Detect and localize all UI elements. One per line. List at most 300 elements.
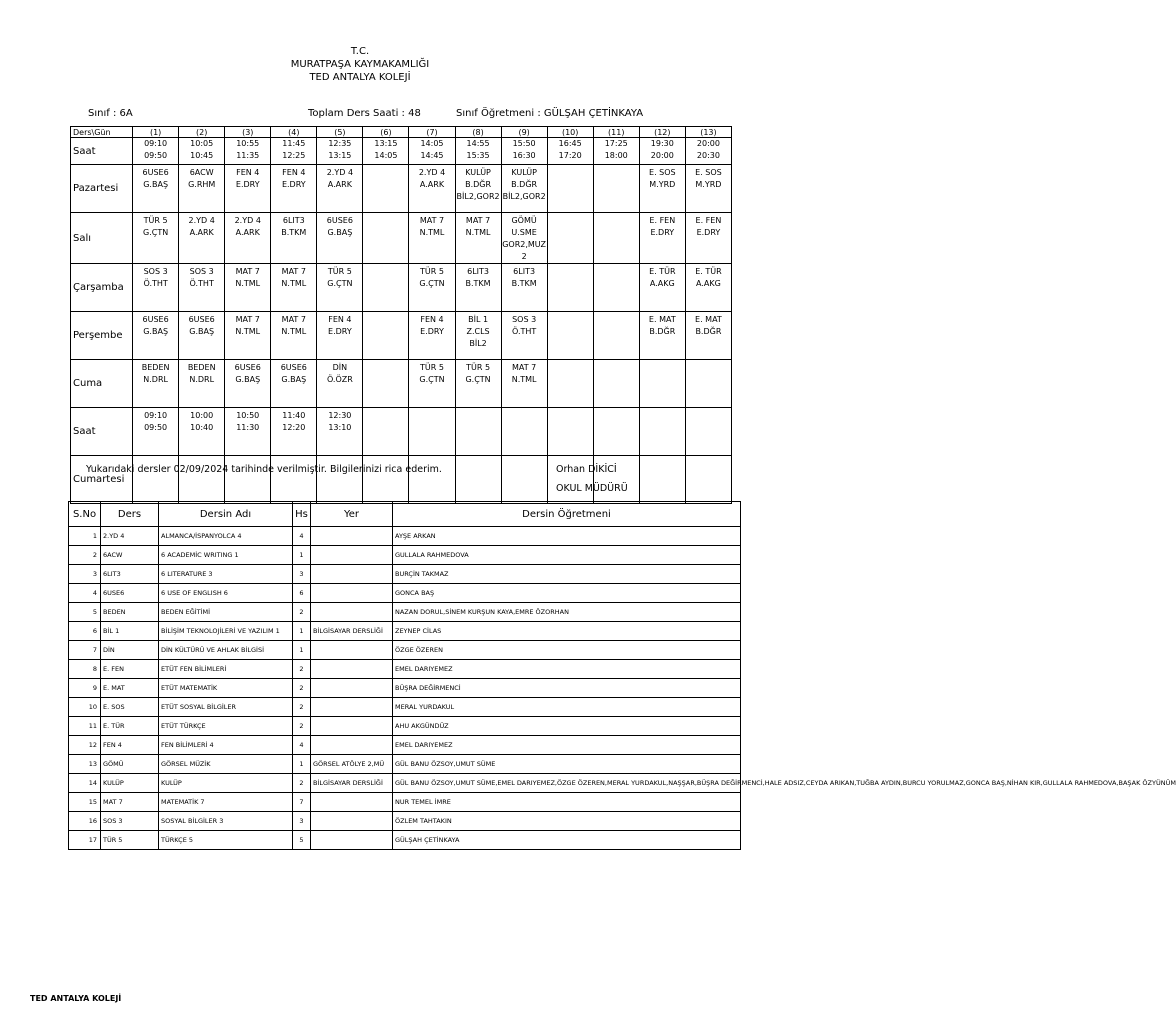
lesson-cell <box>225 312 271 360</box>
list-header-row <box>69 502 741 527</box>
time-start: 10:05 <box>190 139 214 148</box>
time-cell <box>409 138 455 165</box>
lesson-line: B.TKM <box>465 279 491 288</box>
time-end: 13:10 <box>328 423 352 432</box>
time-end: 12:25 <box>282 151 306 160</box>
list-cell: GÖRSEL ATÖLYE 2,MÜ <box>311 755 393 774</box>
list-cell: E. FEN <box>101 660 159 679</box>
list-cell: ALMANCA/İSPANYOLCA 4 <box>159 527 293 546</box>
lesson-cell <box>179 213 225 264</box>
lesson-line: KULÜP <box>511 168 537 177</box>
empty-cell <box>363 456 409 504</box>
lesson-cell <box>685 165 731 213</box>
lesson-line: 6USE6 <box>188 315 215 324</box>
class-teacher: Sınıf Öğretmeni : GÜLŞAH ÇETİNKAYA <box>456 108 644 119</box>
lesson-cell <box>455 360 501 408</box>
lesson-line: A.ARK <box>235 228 260 237</box>
lesson-line: B.TKM <box>511 279 537 288</box>
lesson-line: FEN 4 <box>420 315 444 324</box>
time-start: 13:15 <box>374 139 398 148</box>
list-header: Dersin Adı <box>159 502 293 527</box>
empty-cell <box>455 456 501 504</box>
period-label: (9) <box>501 127 547 138</box>
list-cell: ÖZLEM TAHTAKIN <box>393 812 741 831</box>
list-cell: 5 <box>69 603 101 622</box>
lesson-line: N.TML <box>465 228 491 237</box>
lesson-line: G.BAŞ <box>235 375 261 384</box>
period-header-row <box>71 127 732 138</box>
list-row <box>69 831 741 850</box>
lesson-line: E.DRY <box>420 327 444 336</box>
time-cell <box>179 138 225 165</box>
lesson-line: A.AKG <box>696 279 721 288</box>
list-cell: 3 <box>293 812 311 831</box>
lesson-cell <box>501 264 547 312</box>
list-cell: BİLGİSAYAR DERSLİĞİ <box>311 622 393 641</box>
lesson-line: B.DĞR <box>465 180 492 189</box>
footer: TED ANTALYA KOLEJİ <box>30 994 122 1003</box>
saat-row <box>71 138 732 165</box>
list-cell <box>311 812 393 831</box>
lesson-cell <box>593 264 639 312</box>
lesson-line: N.TML <box>235 279 261 288</box>
list-cell: KULÜP <box>101 774 159 793</box>
time-start: 12:30 <box>328 411 352 420</box>
time-cell <box>317 408 363 456</box>
lesson-line: SOS 3 <box>189 267 214 276</box>
lesson-line: N.TML <box>235 327 261 336</box>
empty-cell <box>317 456 363 504</box>
lesson-line: 2.YD 4 <box>188 216 215 225</box>
time-cell <box>179 408 225 456</box>
list-cell: ETÜT TÜRKÇE <box>159 717 293 736</box>
time-start: 10:50 <box>236 411 260 420</box>
list-cell: 2 <box>69 546 101 565</box>
period-label: (10) <box>547 127 593 138</box>
list-cell: GULLALA RAHMEDOVA <box>393 546 741 565</box>
lesson-line: GÖMÜ <box>511 216 537 225</box>
list-cell <box>311 603 393 622</box>
list-cell: 1 <box>293 755 311 774</box>
list-cell <box>311 717 393 736</box>
list-cell: KULÜP <box>159 774 293 793</box>
lesson-cell <box>409 312 455 360</box>
list-cell <box>311 660 393 679</box>
empty-cell <box>225 456 271 504</box>
list-cell: 2 <box>293 660 311 679</box>
lesson-cell <box>685 264 731 312</box>
time-cell <box>455 138 501 165</box>
list-cell: 2 <box>293 774 311 793</box>
list-cell: BÜŞRA DEĞİRMENCİ <box>393 679 741 698</box>
time-start: 09:10 <box>144 139 168 148</box>
time-start: 15:50 <box>512 139 536 148</box>
list-cell: E. SOS <box>101 698 159 717</box>
time-end: 10:45 <box>190 151 214 160</box>
lesson-line: FEN 4 <box>328 315 352 324</box>
lesson-cell <box>501 360 547 408</box>
lesson-line: E.DRY <box>650 228 675 237</box>
lesson-cell <box>133 213 179 264</box>
lesson-line: 6USE6 <box>280 363 307 372</box>
empty-cell <box>639 456 685 504</box>
lesson-line: N.TML <box>281 279 307 288</box>
empty-cell <box>547 456 593 504</box>
lesson-cell <box>455 312 501 360</box>
lesson-line: 2.YD 4 <box>234 216 261 225</box>
day-label: Perşembe <box>71 312 133 360</box>
day-label: Salı <box>71 213 133 264</box>
list-cell: 6USE6 <box>101 584 159 603</box>
list-cell: NUR TEMEL İMRE <box>393 793 741 812</box>
list-cell: 2.YD 4 <box>101 527 159 546</box>
lesson-line: BİL2,GOR2 <box>456 192 500 201</box>
lesson-cell <box>547 264 593 312</box>
list-cell <box>311 736 393 755</box>
lesson-line: 6LIT3 <box>467 267 489 276</box>
list-cell: AHU AKGÜNDÜZ <box>393 717 741 736</box>
lesson-line: Ö.THT <box>511 327 537 336</box>
lesson-cell <box>179 264 225 312</box>
day-label: Cumartesi <box>71 456 133 504</box>
lesson-cell <box>593 213 639 264</box>
note: Yukarıdaki dersler 02/09/2024 tarihinde verilmiştir. Bilgilerinizi rica ederim. <box>86 464 442 475</box>
list-cell <box>311 565 393 584</box>
lesson-line: 6LIT3 <box>513 267 536 276</box>
list-cell: E. MAT <box>101 679 159 698</box>
time-start: 10:00 <box>190 411 214 420</box>
lesson-line: Ö.THT <box>143 279 168 288</box>
lesson-line: E. TÜR <box>695 267 722 276</box>
time-cell <box>133 138 179 165</box>
time-end: 10:40 <box>190 423 214 432</box>
list-cell: 6 USE OF ENGLISH 6 <box>159 584 293 603</box>
lesson-cell <box>547 360 593 408</box>
lesson-line: TÜR 5 <box>143 216 168 225</box>
lesson-line: E. MAT <box>695 315 722 324</box>
lesson-line: B.DĞR <box>511 180 538 189</box>
lesson-cell <box>685 360 731 408</box>
lesson-cell <box>317 213 363 264</box>
lesson-cell <box>593 312 639 360</box>
time-end: 18:00 <box>604 151 628 160</box>
day-label: Cuma <box>71 360 133 408</box>
time-start: 11:40 <box>282 411 306 420</box>
list-header: Dersin Öğretmeni <box>393 502 741 527</box>
lesson-line: A.AKG <box>649 279 675 288</box>
lesson-line: MAT 7 <box>465 216 491 225</box>
time-cell <box>639 408 685 456</box>
list-cell: 1 <box>293 546 311 565</box>
time-cell <box>593 408 639 456</box>
list-row <box>69 527 741 546</box>
lesson-cell <box>317 264 363 312</box>
list-row <box>69 660 741 679</box>
list-row <box>69 565 741 584</box>
lesson-line: 6ACW <box>189 168 214 177</box>
lesson-line: B.TKM <box>281 228 307 237</box>
lesson-cell <box>225 165 271 213</box>
lesson-cell <box>317 165 363 213</box>
list-cell: GÜL BANU ÖZSOY,UMUT SÜME <box>393 755 741 774</box>
lesson-line: B.DĞR <box>649 327 676 336</box>
list-cell <box>311 698 393 717</box>
lesson-line: Ö.THT <box>189 279 214 288</box>
lesson-line: G.ÇTN <box>419 279 445 288</box>
time-end: 14:05 <box>374 151 398 160</box>
list-cell <box>311 546 393 565</box>
lesson-line: MAT 7 <box>281 315 306 324</box>
day-row <box>71 264 732 312</box>
period-label: (11) <box>593 127 639 138</box>
time-start: 09:10 <box>144 411 168 420</box>
time-end: 11:30 <box>236 423 260 432</box>
period-label: (1) <box>133 127 179 138</box>
lesson-line: A.ARK <box>419 180 445 189</box>
list-cell: 3 <box>69 565 101 584</box>
lesson-line: E.DRY <box>328 327 352 336</box>
lesson-line: E.DRY <box>235 180 260 189</box>
lesson-line: FEN 4 <box>282 168 306 177</box>
list-cell: 3 <box>293 565 311 584</box>
list-cell: BİLGİSAYAR DERSLİĞİ <box>311 774 393 793</box>
lesson-cell <box>179 165 225 213</box>
time-cell <box>363 408 409 456</box>
time-cell <box>501 408 547 456</box>
time-cell <box>271 408 317 456</box>
lesson-line: BEDEN <box>187 363 216 372</box>
lesson-line: TÜR 5 <box>420 363 444 372</box>
lesson-cell <box>639 264 685 312</box>
lesson-cell <box>501 312 547 360</box>
lesson-line: BİL2 <box>469 339 487 348</box>
total-hours: Toplam Ders Saati : 48 <box>308 108 421 119</box>
list-cell: 2 <box>293 603 311 622</box>
time-cell <box>409 408 455 456</box>
lesson-line: 6USE6 <box>326 216 353 225</box>
period-label: (4) <box>271 127 317 138</box>
lesson-cell <box>179 312 225 360</box>
list-cell: TÜRKÇE 5 <box>159 831 293 850</box>
period-label: (6) <box>363 127 409 138</box>
list-cell: TÜR 5 <box>101 831 159 850</box>
lesson-line: 6USE6 <box>142 315 169 324</box>
lesson-line: E. SOS <box>695 168 722 177</box>
list-cell: 2 <box>293 698 311 717</box>
time-cell <box>685 138 731 165</box>
time-cell <box>593 138 639 165</box>
lesson-line: FEN 4 <box>236 168 260 177</box>
lesson-cell <box>409 264 455 312</box>
lesson-cell <box>409 360 455 408</box>
list-cell: ZEYNEP CİLAS <box>393 622 741 641</box>
lesson-cell <box>271 264 317 312</box>
lesson-cell <box>685 213 731 264</box>
list-cell: DİN <box>101 641 159 660</box>
list-cell: FEN BİLİMLERİ 4 <box>159 736 293 755</box>
lesson-line: 2.YD 4 <box>326 168 354 177</box>
time-end: 09:50 <box>144 423 168 432</box>
lesson-line: MAT 7 <box>511 363 537 372</box>
list-cell: AYŞE ARKAN <box>393 527 741 546</box>
lesson-line: 2 <box>521 252 527 261</box>
lesson-line: TÜR 5 <box>466 363 491 372</box>
lesson-cell <box>455 213 501 264</box>
list-cell: 6 <box>69 622 101 641</box>
lesson-line: N.TML <box>419 228 445 237</box>
lesson-cell <box>639 360 685 408</box>
lesson-line: U.SME <box>511 228 537 237</box>
time-start: 19:30 <box>650 139 674 148</box>
time-end: 14:45 <box>420 151 444 160</box>
period-label: (3) <box>225 127 271 138</box>
period-label: (13) <box>685 127 731 138</box>
corner-label: Ders\Gün <box>71 127 133 138</box>
lesson-line: 6LIT3 <box>282 216 305 225</box>
lesson-cell <box>639 213 685 264</box>
list-row <box>69 641 741 660</box>
time-end: 15:35 <box>466 151 490 160</box>
list-row <box>69 717 741 736</box>
lesson-line: G.ÇTN <box>465 375 491 384</box>
list-cell: 2 <box>293 679 311 698</box>
principal-title: OKUL MÜDÜRÜ <box>556 483 628 494</box>
lesson-cell <box>133 360 179 408</box>
list-cell: 1 <box>69 527 101 546</box>
list-cell <box>311 641 393 660</box>
list-cell: 6LIT3 <box>101 565 159 584</box>
timetable <box>70 126 732 504</box>
day-row <box>71 360 732 408</box>
list-header: Ders <box>101 502 159 527</box>
lesson-line: E. SOS <box>649 168 676 177</box>
lesson-line: M.YRD <box>649 180 676 189</box>
header-line1: T.C. <box>350 46 370 57</box>
period-label: (2) <box>179 127 225 138</box>
lesson-cell <box>363 360 409 408</box>
time-start: 11:45 <box>282 139 306 148</box>
list-cell: 15 <box>69 793 101 812</box>
list-cell: DİN KÜLTÜRÜ VE AHLAK BİLGİSİ <box>159 641 293 660</box>
list-cell: 17 <box>69 831 101 850</box>
list-cell: BEDEN <box>101 603 159 622</box>
lesson-cell <box>271 213 317 264</box>
lesson-cell <box>317 360 363 408</box>
empty-cell <box>593 456 639 504</box>
lesson-line: MAT 7 <box>235 315 260 324</box>
list-row <box>69 793 741 812</box>
lesson-cell <box>639 312 685 360</box>
day-row <box>71 213 732 264</box>
list-cell <box>311 831 393 850</box>
list-cell: SOS 3 <box>101 812 159 831</box>
time-cell <box>547 408 593 456</box>
lesson-line: N.DRL <box>189 375 215 384</box>
list-cell: MAT 7 <box>101 793 159 812</box>
period-label: (12) <box>639 127 685 138</box>
lesson-line: BİL 1 <box>468 315 489 324</box>
list-cell: GÜL BANU ÖZSOY,UMUT SÜME,EMEL DARIYEMEZ,ÖZGE ÖZEREN,MERAL YURDAKUL,NAŞŞAR,BÜŞRA DEĞİRMENCİ,HALE ADSIZ,CEYDA ARIKAN,TUĞBA AYDIN,BURCU YORULMAZ,GONCA BAŞ,NİHAN KIR,GULLALA RAHMEDOVA,BAŞAK ÖZYÜNÜM <box>393 774 741 793</box>
empty-cell <box>133 456 179 504</box>
list-row <box>69 774 741 793</box>
list-cell: NAZAN DORUL,SİNEM KURŞUN KAYA,EMRE ÖZORHAN <box>393 603 741 622</box>
lesson-line: G.ÇTN <box>419 375 445 384</box>
list-cell: BURÇİN TAKMAZ <box>393 565 741 584</box>
time-start: 12:35 <box>328 139 352 148</box>
header-line3: TED ANTALYA KOLEJİ <box>309 72 411 83</box>
list-cell: ETÜT FEN BİLİMLERİ <box>159 660 293 679</box>
list-cell: 4 <box>293 736 311 755</box>
list-header: Yer <box>311 502 393 527</box>
lesson-line: KULÜP <box>465 168 491 177</box>
empty-cell <box>409 456 455 504</box>
list-cell: 5 <box>293 831 311 850</box>
class-info: Sınıf : 6A <box>88 108 133 119</box>
lesson-line: MAT 7 <box>281 267 306 276</box>
list-cell: SOSYAL BİLGİLER 3 <box>159 812 293 831</box>
lesson-line: BEDEN <box>141 363 170 372</box>
lesson-line: 6USE6 <box>142 168 169 177</box>
time-cell <box>685 408 731 456</box>
list-cell: MERAL YURDAKUL <box>393 698 741 717</box>
lesson-cell <box>593 165 639 213</box>
time-cell <box>455 408 501 456</box>
lesson-cell <box>455 264 501 312</box>
lesson-cell <box>225 213 271 264</box>
lesson-line: Z.CLS <box>466 327 490 336</box>
lesson-line: SOS 3 <box>143 267 168 276</box>
time-end: 11:35 <box>236 151 260 160</box>
list-cell: GÜLŞAH ÇETİNKAYA <box>393 831 741 850</box>
list-cell: 4 <box>69 584 101 603</box>
list-row <box>69 584 741 603</box>
time-cell <box>547 138 593 165</box>
lesson-line: E. MAT <box>648 315 676 324</box>
list-cell: EMEL DARIYEMEZ <box>393 660 741 679</box>
list-cell: 9 <box>69 679 101 698</box>
list-cell: 7 <box>69 641 101 660</box>
list-row <box>69 812 741 831</box>
time-cell <box>225 138 271 165</box>
list-row <box>69 679 741 698</box>
lesson-line: 6USE6 <box>234 363 261 372</box>
lesson-cell <box>593 360 639 408</box>
list-cell: GONCA BAŞ <box>393 584 741 603</box>
lesson-line: B.DĞR <box>695 327 722 336</box>
lesson-cell <box>271 312 317 360</box>
time-start: 16:45 <box>558 139 582 148</box>
day-label: Pazartesi <box>71 165 133 213</box>
list-row <box>69 698 741 717</box>
list-cell: 16 <box>69 812 101 831</box>
list-cell: 11 <box>69 717 101 736</box>
lesson-line: G.BAŞ <box>189 327 215 336</box>
lesson-line: G.ÇTN <box>327 279 353 288</box>
lesson-line: N.TML <box>511 375 537 384</box>
time-end: 09:50 <box>144 151 168 160</box>
time-cell <box>271 138 317 165</box>
lesson-cell <box>225 264 271 312</box>
lesson-cell <box>363 213 409 264</box>
lesson-line: A.ARK <box>189 228 214 237</box>
list-cell: 4 <box>293 527 311 546</box>
lesson-cell <box>501 213 547 264</box>
lesson-line: TÜR 5 <box>420 267 444 276</box>
list-cell: 6 <box>293 584 311 603</box>
list-cell: GÖRSEL MÜZİK <box>159 755 293 774</box>
period-label: (5) <box>317 127 363 138</box>
lesson-line: N.TML <box>281 327 307 336</box>
